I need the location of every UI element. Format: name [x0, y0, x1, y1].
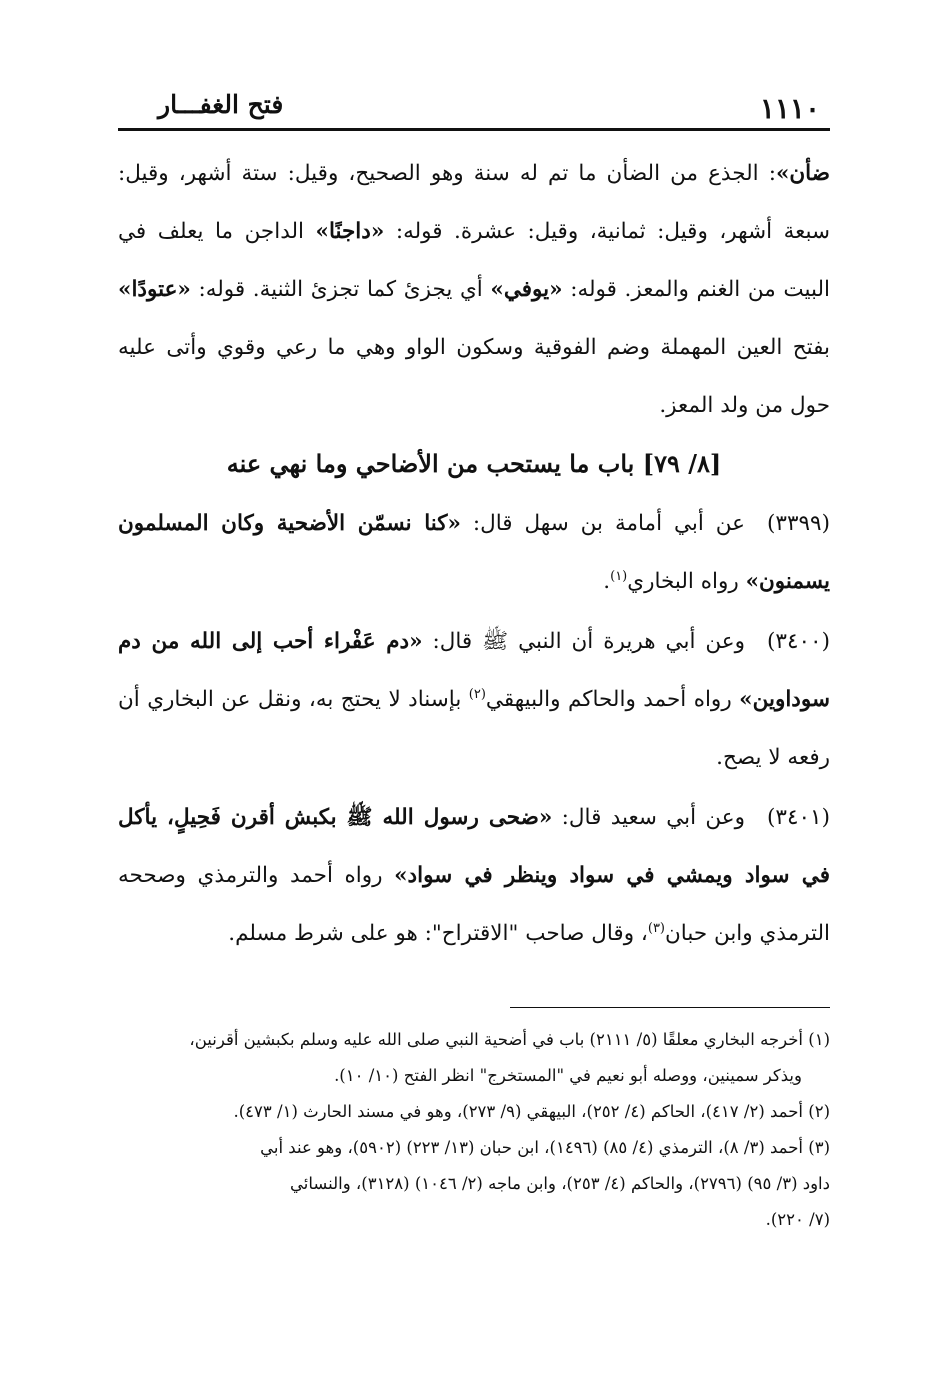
hadith-source: رواه أحمد والحاكم والبيهقي — [485, 687, 740, 712]
hadith-quote: «ضحى رسول الله ﷺ بكبش أقرن فَحِيلٍ، يأكل في سواد ويمشي في سواد وينظر في سواد» — [118, 805, 830, 888]
hadith-source: رواه البخاري — [627, 569, 746, 594]
hadith-number: (٣٣٩٩) — [767, 511, 830, 536]
main-text — [118, 145, 830, 963]
commentary-text-3: أي يجزئ كما تجزئ الثنية. قوله: — [190, 277, 491, 302]
commentary-text-1: : الجذع من الضأن ما تم له سنة وهو الصحيح، وقيل: ستة أشهر، وقيل: سبعة أشهر، وقيل: ثمانية، وقيل: عشرة. قوله: — [118, 161, 830, 244]
term-yufi: «يوفي» — [490, 277, 563, 302]
hadith-end: ، وقال صاحب "الاقتراح": هو على شرط مسلم. — [228, 921, 648, 946]
hadith-3399 — [118, 495, 830, 611]
footnote-3-line-2: داود (٣/ ٩٥) (٢٧٩٦)، والحاكم (٤/ ٢٥٣)، وابن ماجه (٢/ ١٠٤٦) (٣١٢٨)، والنسائي — [290, 1174, 830, 1193]
hadith-end: . — [603, 569, 611, 594]
book-page — [118, 88, 830, 1238]
book-title: فتح الغفـــار — [158, 90, 284, 119]
footnote-1-line-1: (١) أخرجه البخاري معلقًا (٥/ ٢١١١) باب في أضحية النبي صلى الله عليه وسلم بكبشين أقرنين، — [189, 1030, 830, 1049]
footnotes — [118, 1022, 830, 1238]
commentary-text-4: بفتح العين المهملة وضم الفوقية وسكون الواو وهي ما رعي وقوي وأتى عليه حول من ولد المعز. — [118, 335, 830, 418]
hadith-quote: «كنا نسمّن الأضحية وكان المسلمون يسمنون» — [118, 511, 830, 594]
footnote-3-line-1: (٣) أحمد (٣/ ٨)، الترمذي (٤/ ٨٥) (١٤٩٦)، ابن حبان (١٣/ ٢٢٣) (٥٩٠٢)، وهو عند أبي — [260, 1138, 830, 1157]
hadith-number: (٣٤٠٠) — [767, 629, 830, 654]
page-number: ١١١٠ — [759, 92, 820, 125]
footnote-3-line-3: (٧/ ٢٢٠). — [765, 1210, 830, 1229]
hadith-3400 — [118, 613, 830, 787]
footnote-divider — [510, 1007, 830, 1008]
hadith-lead: عن أبي أمامة بن سهل قال: — [460, 511, 745, 536]
footnote-1-line-2: ويذكر سمينين، ووصله أبو نعيم في "المستخرج" انظر الفتح (١٠/ ١٠). — [334, 1066, 802, 1085]
term-daan: ضأن» — [775, 161, 830, 186]
hadith-lead: وعن أبي سعيد قال: — [552, 805, 746, 830]
chapter-heading: [٨/ ٧٩] باب ما يستحب من الأضاحي وما نهي عنه — [226, 449, 722, 478]
footnote-2: (٢) أحمد (٢/ ٤١٧)، الحاكم (٤/ ٢٥٢)، البيهقي (٩/ ٢٧٣)، وهو في مسند الحارث (١/ ٤٧٣). — [233, 1102, 830, 1121]
hadith-lead: وعن أبي هريرة أن النبي ﷺ قال: — [422, 629, 745, 654]
hadith-end: بإسناد لا يحتج به، ونقل عن البخاري أن رفعه لا يصح. — [118, 687, 830, 770]
running-header — [118, 88, 830, 131]
hadith-source: رواه أحمد والترمذي وصححه الترمذي وابن حبان — [118, 863, 830, 946]
hadith-number: (٣٤٠١) — [767, 805, 830, 830]
hadith-3401 — [118, 789, 830, 963]
footnote-ref-2: (٢) — [468, 686, 486, 702]
hadith-quote: «دم عَفْراء أحب إلى الله من دم سوداوين» — [118, 629, 830, 712]
term-atud: «عتودًا» — [118, 277, 191, 302]
footnote-ref-1: (١) — [610, 568, 628, 584]
term-daajin: «داجنًا» — [315, 219, 385, 244]
commentary-paragraph — [118, 145, 830, 435]
footnote-ref-3: (٣) — [647, 920, 665, 936]
commentary-text-2: الداجن ما يعلف في البيت من الغنم والمعز. قوله: — [118, 219, 830, 302]
